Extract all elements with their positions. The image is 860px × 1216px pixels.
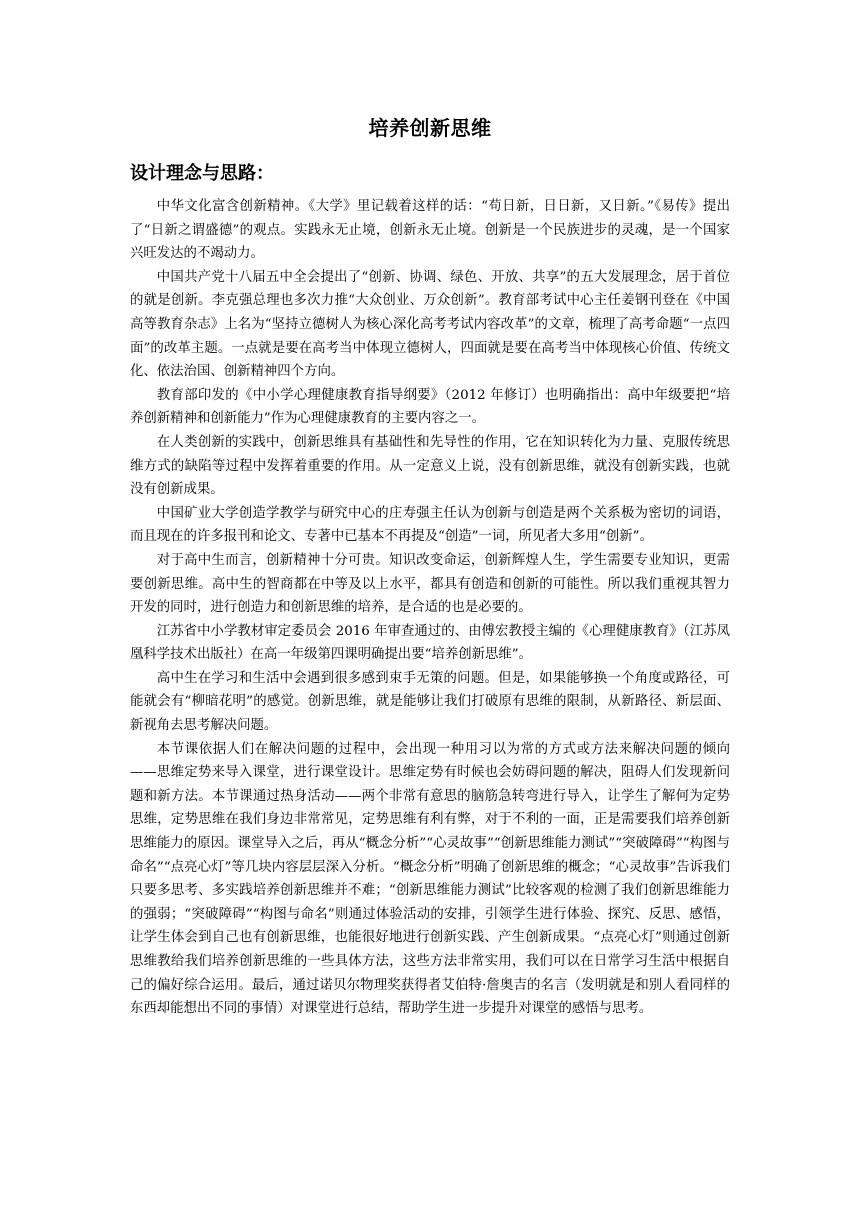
document-body bbox=[130, 195, 730, 1021]
document-page bbox=[130, 112, 730, 1021]
document-title: 培养创新思维 bbox=[368, 116, 492, 140]
paragraph: 中华文化富含创新精神。《大学》里记载着这样的话：“苟日新，日日新，又日新。”《易传》提出了“日新之谓盛德”的观点。实践永无止境，创新永无止境。创新是一个民族进步的灵魂，是一个国家兴旺发达的不竭动力。 bbox=[130, 199, 730, 262]
paragraph: 江苏省中小学教材审定委员会 2016 年审查通过的、由傅宏教授主编的《心理健康教育》（江苏凤凰科学技术出版社）在高一年级第四课明确提出要“培养创新思维”。 bbox=[130, 623, 730, 663]
section-heading: 设计理念与思路： bbox=[130, 163, 274, 184]
paragraph: 对于高中生而言，创新精神十分可贵。知识改变命运，创新辉煌人生，学生需要专业知识，更需要创新思维。高中生的智商都在中等及以上水平，都具有创造和创新的可能性。所以我们重视其智力开发的同时，进行创造力和创新思维的培养，是合适的也是必要的。 bbox=[130, 552, 730, 616]
paragraph: 中国共产党十八届五中全会提出了“创新、协调、绿色、开放、共享”的五大发展理念，居于首位的就是创新。李克强总理也多次力推“大众创业、万众创新”。教育部考试中心主任姜钢刊登在《中国高等教育杂志》上名为“坚持立德树人为核心深化高考考试内容改革”的文章，梳理了高考命题“一点四面”的改革主题。一点就是要在高考当中体现立德树人，四面就是要在高考当中体现核心价值、传统文化、依法治国、创新精神四个方向。 bbox=[130, 269, 730, 380]
paragraph: 中国矿业大学创造学教学与研究中心的庄寿强主任认为创新与创造是两个关系极为密切的词语，而且现在的许多报刊和论文、专著中已基本不再提及“创造”一词，所见者大多用“创新”。 bbox=[130, 505, 730, 545]
paragraph: 教育部印发的《中小学心理健康教育指导纲要》（2012 年修订）也明确指出：高中年级要把“培养创新精神和创新能力”作为心理健康教育的主要内容之一。 bbox=[130, 387, 730, 427]
paragraph: 在人类创新的实践中，创新思维具有基础性和先导性的作用，它在知识转化为力量、克服传统思维方式的缺陷等过程中发挥着重要的作用。从一定意义上说，没有创新思维，就没有创新实践，也就没有创新成果。 bbox=[130, 434, 730, 498]
paragraph: 本节课依据人们在解决问题的过程中，会出现一种用习以为常的方式或方法来解决问题的倾向——思维定势来导入课堂，进行课堂设计。思维定势有时候也会妨碍问题的解决，阻碍人们发现新问题和新方法。本节课通过热身活动——两个非常有意思的脑筋急转弯进行导入，让学生了解何为定势思维，定势思维在我们身边非常常见，定势思维有利有弊，对于不利的一面，正是需要我们培养创新思维能力的原因。课堂导入之后，再从“概念分析”“心灵故事”“创新思维能力测试”“突破障碍”“构图与命名”“点亮心灯”等几块内容层层深入分析。“概念分析”明确了创新思维的概念；“心灵故事”告诉我们只要多思考、多实践培养创新思维并不难；“创新思维能力测试”比较客观的检测了我们创新思维能力的强弱；“突破障碍”“构图与命名”则通过体验活动的安排，引领学生进行体验、探究、反思、感悟，让学生体会到自己也有创新思维，也能很好地进行创新实践、产生创新成果。“点亮心灯”则通过创新思维教给我们培养创新思维的一些具体方法，这些方法非常实用，我们可以在日常学习生活中根据自己的偏好综合运用。最后，通过诺贝尔物理奖获得者艾伯特·詹奥吉的名言（发明就是和别人看同样的东西却能想出不同的事情）对课堂进行总结，帮助学生进一步提升对课堂的感悟与思考。 bbox=[130, 741, 730, 1017]
paragraph: 高中生在学习和生活中会遇到很多感到束手无策的问题。但是，如果能够换一个角度或路径，可能就会有“柳暗花明”的感觉。创新思维，就是能够让我们打破原有思维的限制，从新路径、新层面、新视角去思考解决问题。 bbox=[130, 670, 730, 734]
